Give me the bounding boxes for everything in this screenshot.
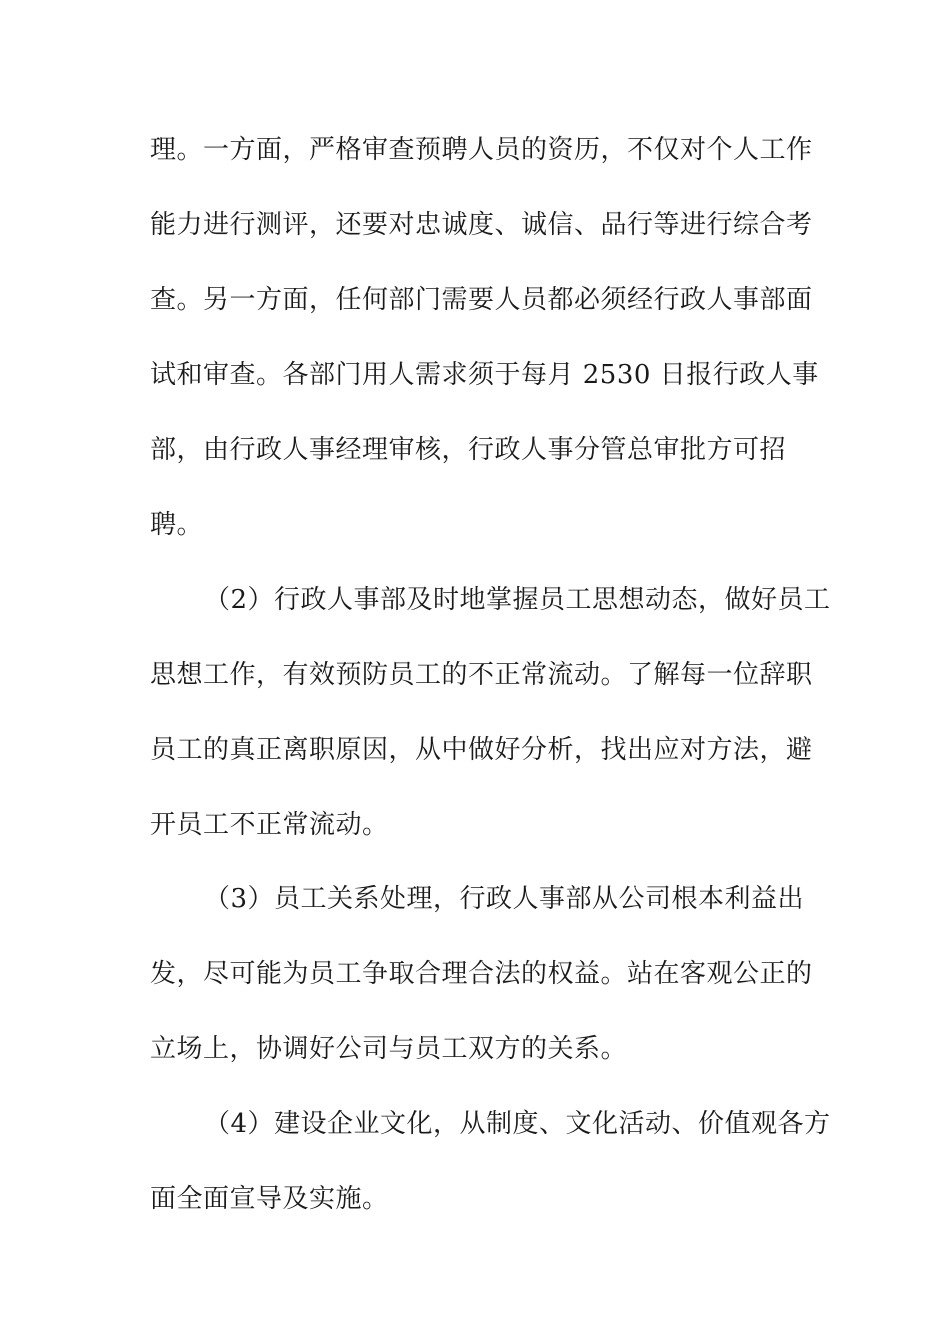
text-line: 能力进行测评，还要对忠诚度、诚信、品行等进行综合考 — [150, 210, 813, 240]
text-line: 开员工不正常流动。 — [150, 810, 389, 840]
text-line: 发，尽可能为员工争取合理合法的权益。站在客观公正的 — [150, 959, 813, 989]
text-line: 思想工作，有效预防员工的不正常流动。了解每一位辞职 — [150, 660, 813, 690]
text-line: 部，由行政人事经理审核，行政人事分管总审批方可招 — [150, 435, 787, 465]
text-line: 试和审查。各部门用人需求须于每月 2530 日报行政人事 — [150, 360, 819, 390]
text-line: 员工的真正离职原因，从中做好分析，找出应对方法，避 — [150, 735, 813, 765]
text-line: 查。另一方面，任何部门需要人员都必须经行政人事部面 — [150, 285, 813, 315]
text-line: 聘。 — [150, 510, 204, 540]
text-line: 立场上，协调好公司与员工双方的关系。 — [150, 1034, 628, 1064]
text-line: 面全面宣导及实施。 — [150, 1184, 389, 1214]
text-line: 理。一方面，严格审查预聘人员的资历，不仅对个人工作 — [150, 135, 813, 165]
text-line: （4）建设企业文化，从制度、文化活动、价值观各方 — [204, 1109, 831, 1139]
text-line: （2）行政人事部及时地掌握员工思想动态，做好员工 — [204, 585, 831, 615]
text-line: （3）员工关系处理，行政人事部从公司根本利益出 — [204, 884, 805, 914]
